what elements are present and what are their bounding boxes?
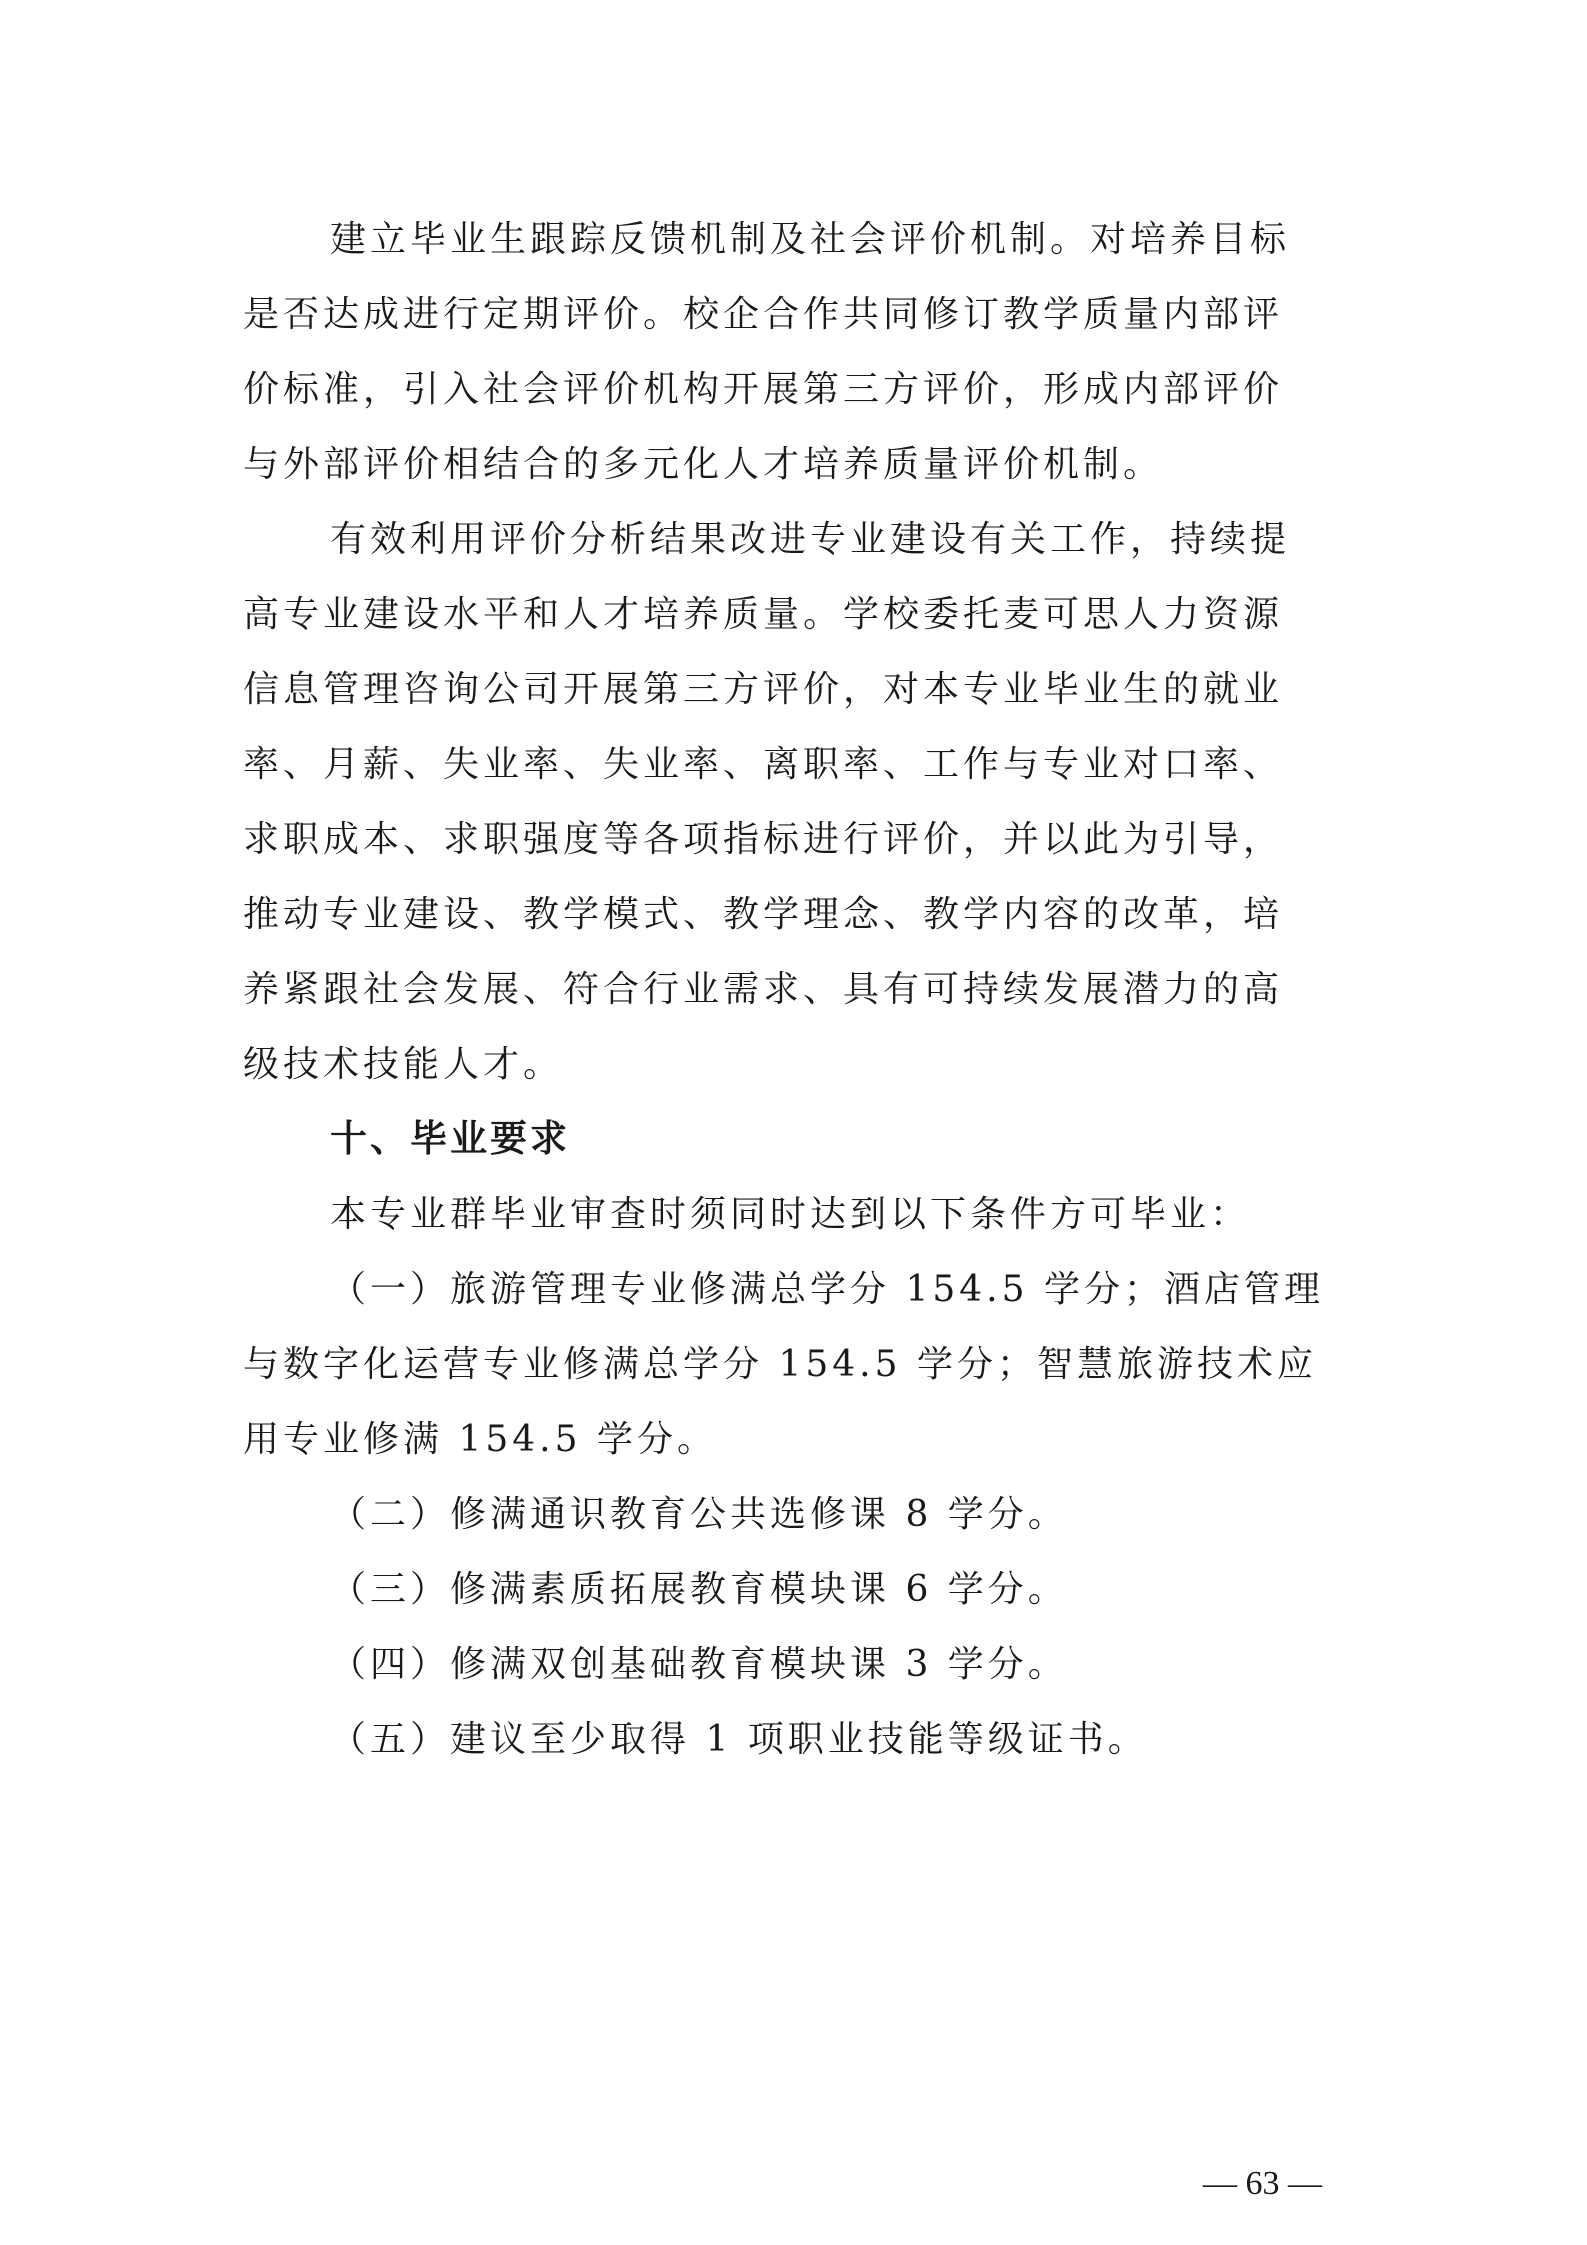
requirement-item-1-cont: 与数字化运营专业修满总学分 154.5 学分；智慧旅游技术应	[243, 1344, 1317, 1385]
paragraph-line: 信息管理咨询公司开展第三方评价，对本专业毕业生的就业	[243, 669, 1284, 710]
paragraph-line: 级技术技能人才。	[243, 1044, 564, 1085]
requirement-item-1: （一）旅游管理专业修满总学分 154.5 学分；酒店管理	[330, 1269, 1324, 1310]
paragraph-line: 求职成本、求职强度等各项指标进行评价，并以此为引导，	[243, 819, 1284, 860]
paragraph-line: 价标准，引入社会评价机构开展第三方评价，形成内部评价	[243, 369, 1284, 410]
paragraph-line: 高专业建设水平和人才培养质量。学校委托麦可思人力资源	[243, 594, 1284, 635]
paragraph-line: 与外部评价相结合的多元化人才培养质量评价机制。	[243, 444, 1164, 485]
paragraph-line: 建立毕业生跟踪反馈机制及社会评价机制。对培养目标	[330, 219, 1291, 260]
page-number: — 63 —	[1203, 2165, 1322, 2202]
section-heading: 十、毕业要求	[330, 1117, 570, 1160]
requirement-item-3: （三）修满素质拓展教育模块课 6 学分。	[330, 1569, 1068, 1610]
paragraph-line: 是否达成进行定期评价。校企合作共同修订教学质量内部评	[243, 294, 1284, 335]
paragraph-line: 推动专业建设、教学模式、教学理念、教学内容的改革，培	[243, 894, 1284, 935]
requirement-item-5: （五）建议至少取得 1 项职业技能等级证书。	[330, 1719, 1148, 1760]
paragraph-line: 有效利用评价分析结果改进专业建设有关工作，持续提	[330, 519, 1291, 560]
intro-line: 本专业群毕业审查时须同时达到以下条件方可毕业：	[330, 1194, 1251, 1235]
paragraph-line: 率、月薪、失业率、失业率、离职率、工作与专业对口率、	[243, 744, 1284, 785]
requirement-item-1-cont: 用专业修满 154.5 学分。	[243, 1419, 717, 1460]
requirement-item-4: （四）修满双创基础教育模块课 3 学分。	[330, 1644, 1068, 1685]
requirement-item-2: （二）修满通识教育公共选修课 8 学分。	[330, 1494, 1068, 1535]
paragraph-line: 养紧跟社会发展、符合行业需求、具有可持续发展潜力的高	[243, 969, 1284, 1010]
